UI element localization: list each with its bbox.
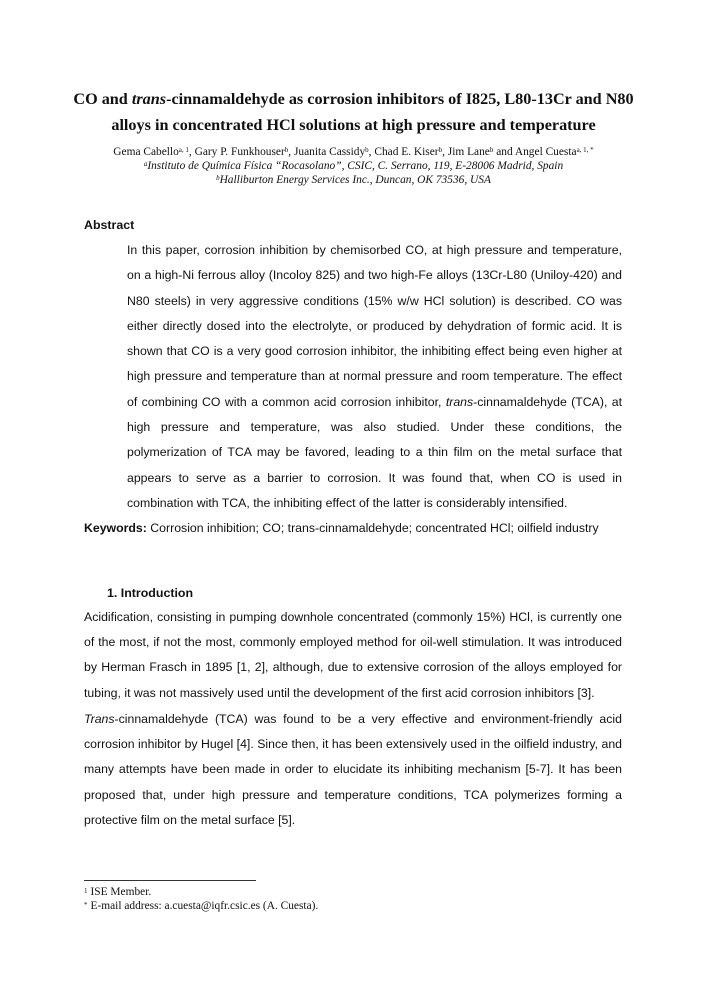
footnotes xyxy=(84,885,318,913)
paper-title xyxy=(60,86,647,138)
author: Jim Lane$^b$ xyxy=(447,146,494,158)
author: Juanita Cassidy$^b$ xyxy=(293,146,369,158)
title-line-2: alloys in concentrated HCl solutions at high pressure and temperature xyxy=(111,116,596,134)
author: Gema Cabello$^{a, 1}$ xyxy=(113,146,189,158)
footnote: $^1$ ISE Member. xyxy=(84,886,152,898)
author: Chad E. Kiser$^b$ xyxy=(374,146,443,158)
footnote-divider xyxy=(84,880,256,881)
abstract-heading: Abstract xyxy=(84,218,135,232)
title-line-1: CO and trans-cinnamaldehyde as corrosion inhibitors of I825, L80-13Cr and N80 xyxy=(73,90,634,108)
affiliation: $^a$Instituto de Química Física “Rocasolano”, CSIC, C. Serrano, 119, E-28006 Madrid, Spain xyxy=(143,160,564,172)
keywords-label: Keywords: xyxy=(84,521,147,535)
keywords xyxy=(84,521,599,535)
footnote: * E-mail address: a.cuesta@iqfr.csic.es (A. Cuesta). xyxy=(84,900,319,912)
author-block xyxy=(40,145,667,187)
section-heading-introduction: 1. Introduction xyxy=(107,586,194,600)
intro-paragraph-2: Trans-cinnamaldehyde (TCA) was found to be a very effective and environment-friendly acid corrosion inhibitor by Hugel [4]. Since then, it has been extensively used in the oilfield industry, and many attempts have been made in order to elucidate its inhibiting mechanism [5-7]. It has been proposed that, under high pressure and temperature conditions, TCA polymerizes forming a protective film on the metal surface [5]. xyxy=(84,712,622,827)
keywords-text: Corrosion inhibition; CO; trans-cinnamaldehyde; concentrated HCl; oilfield industry xyxy=(146,521,599,535)
author: Gary P. Funkhouser$^b$ xyxy=(194,146,289,158)
affiliation: $^b$Halliburton Energy Services Inc., Duncan, OK 73536, USA xyxy=(216,174,491,186)
author: Angel Cuesta$^{a, 1, *}$ xyxy=(514,146,594,158)
author-list: Gema Cabello$^{a, 1}$, Gary P. Funkhouser$^b$, Juanita Cassidy$^b$, Chad E. Kiser$^b$, Jim Lane$^b$ and Angel Cuesta$^{a, 1, *}$ xyxy=(113,146,594,158)
abstract-text: In this paper, corrosion inhibition by chemisorbed CO, at high pressure and temperature, on a high-Ni ferrous alloy (Incoloy 825) and two high-Fe alloys (13Cr-L80 (Uniloy-420) and N80 steels) in very aggressive conditions (15% w/w HCl solution) is described. CO was either directly dosed into the electrolyte, or produced by dehydration of formic acid. It is shown that CO is a very good corrosion inhibitor, the inhibiting effect being even higher at high pressure and temperature than at normal pressure and room temperature. The effect of combining CO with a common acid corrosion inhibitor, trans-cinnamaldehyde (TCA), at high pressure and temperature, was also studied. Under these conditions, the polymerization of TCA may be favored, leading to a thin film on the metal surface that appears to serve as a barrier to corrosion. It was found that, when CO is used in combination with TCA, the inhibiting effect of the latter is considerably intensified. xyxy=(127,243,622,510)
intro-paragraph-1: Acidification, consisting in pumping downhole concentrated (commonly 15%) HCl, is currently one of the most, if not the most, commonly employed method for oil-well stimulation. It was introduced by Herman Frasch in 1895 [1, 2], although, due to extensive corrosion of the alloys employed for tubing, it was not massively used until the development of the first acid corrosion inhibitors [3]. xyxy=(84,610,622,700)
